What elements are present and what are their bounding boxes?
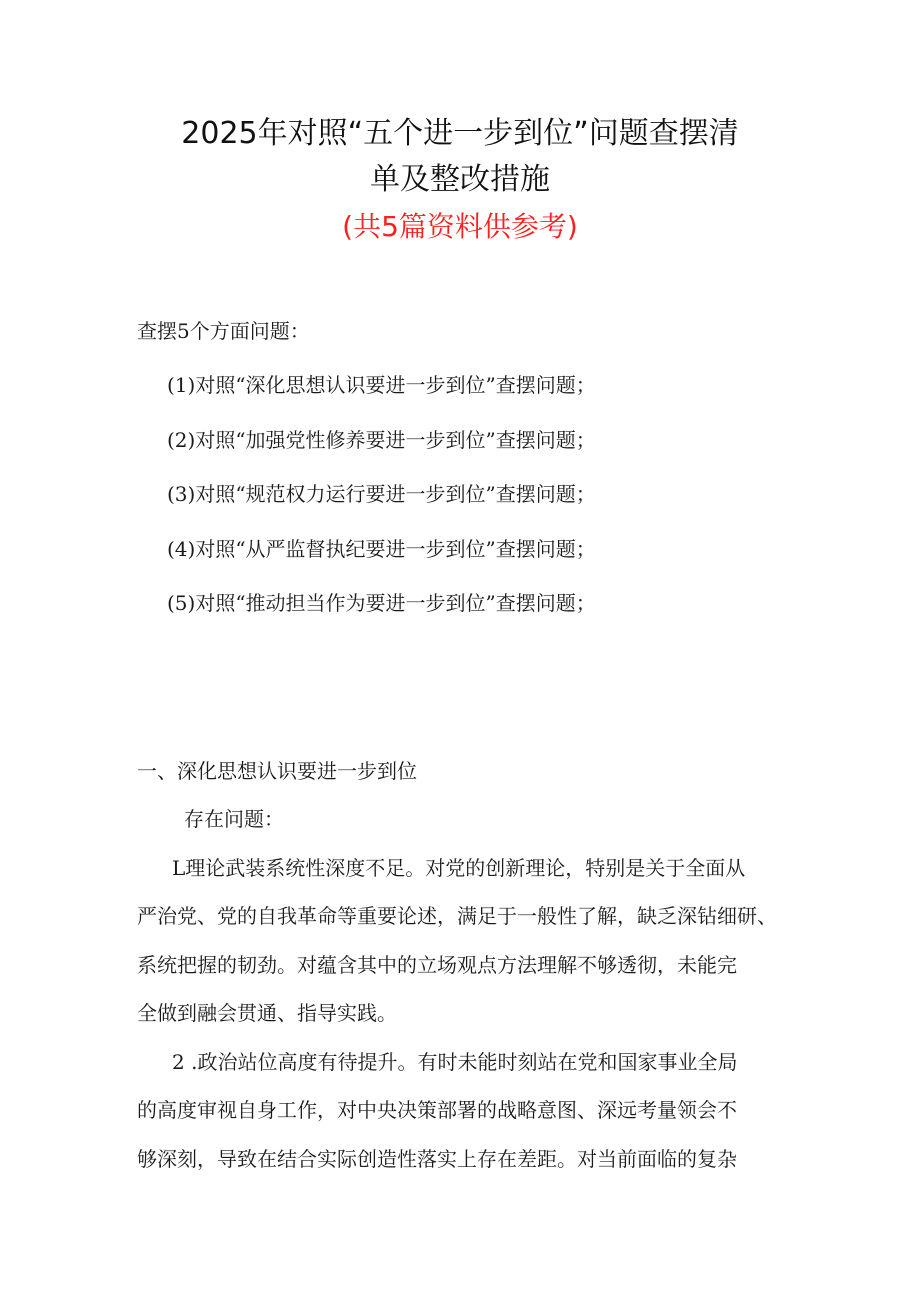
aspect-item-4: (4)对照“从严监督执纪要进一步到位”查摆问题； — [167, 537, 596, 561]
body-line: 严治党、党的自我革命等重要论述，满足于一般性了解，缺乏深钻细研、 — [137, 904, 777, 928]
intro-text: 查摆5个方面问题： — [137, 319, 310, 343]
problems-label: 存在问题： — [184, 807, 284, 831]
document-title-line-1: 2025年对照“五个进一步到位”问题查摆清 — [181, 116, 739, 151]
document-title-line-2: 单及整改措施 — [370, 162, 550, 197]
aspect-item-5: (5)对照“推动担当作为要进一步到位”查摆问题； — [167, 591, 596, 615]
document-subtitle: (共5篇资料供参考) — [342, 210, 578, 243]
aspect-item-2: (2)对照“加强党性修养要进一步到位”查摆问题； — [167, 428, 596, 452]
section-heading: 一、深化思想认识要进一步到位 — [137, 759, 417, 783]
aspect-item-3: (3)对照“规范权力运行要进一步到位”查摆问题； — [167, 482, 596, 506]
aspect-item-1: (1)对照“深化思想认识要进一步到位”查摆问题； — [167, 373, 596, 397]
body-line: 全做到融会贯通、指导实践。 — [137, 1001, 397, 1025]
body-line: 2 .政治站位高度有待提升。有时未能时刻站在党和国家事业全局 — [172, 1050, 738, 1074]
body-line: 的高度审视自身工作，对中央决策部署的战略意图、深远考量领会不 — [137, 1098, 737, 1122]
body-line: 系统把握的韧劲。对蕴含其中的立场观点方法理解不够透彻，未能完 — [137, 953, 737, 977]
body-line: 够深刻，导致在结合实际创造性落实上存在差距。对当前面临的复杂 — [137, 1147, 737, 1171]
body-line: L理论武装系统性深度不足。对党的创新理论，特别是关于全面从 — [172, 856, 746, 880]
